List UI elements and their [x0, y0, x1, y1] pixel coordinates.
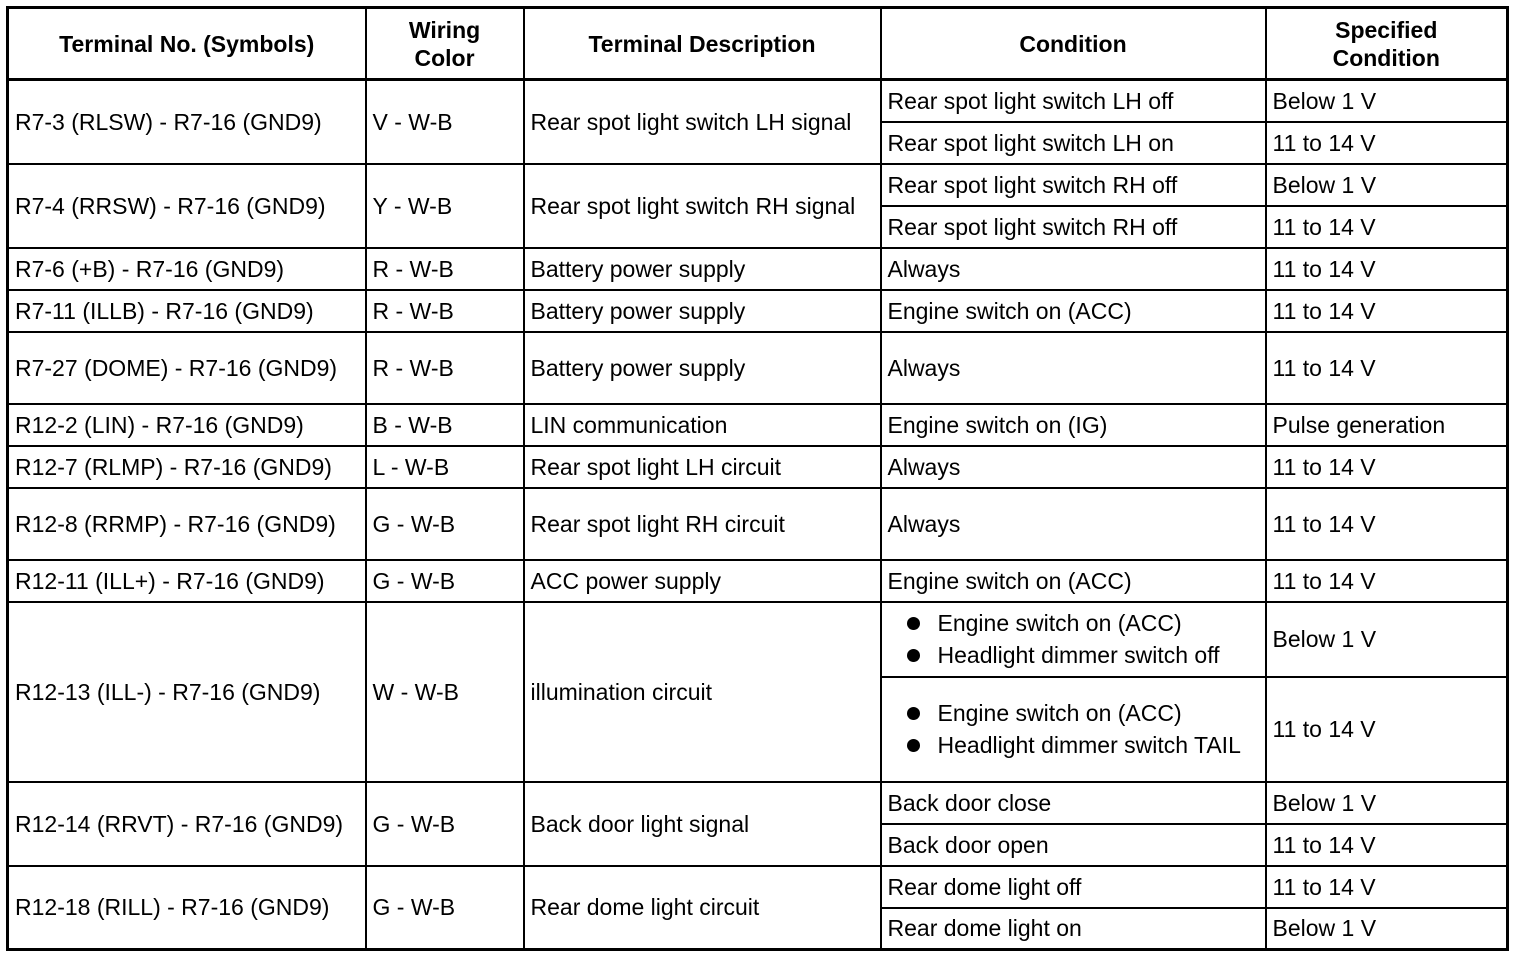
condition-cell — [881, 602, 1266, 677]
table-row — [8, 80, 1508, 122]
specified-condition-cell: 11 to 14 V — [1266, 560, 1508, 602]
description-cell: Rear dome light circuit — [524, 866, 881, 950]
header-wiring-line1: Wiring — [408, 16, 481, 43]
description-cell: Back door light signal — [524, 782, 881, 866]
table-row — [8, 560, 1508, 602]
terminal-cell: R7-3 (RLSW) - R7-16 (GND9) — [8, 80, 366, 164]
condition-bullet-item: Engine switch on (ACC) — [888, 607, 1259, 639]
condition-bullet-item: Engine switch on (ACC) — [888, 697, 1259, 729]
specified-condition-cell: Below 1 V — [1266, 80, 1508, 122]
condition-cell: Always — [881, 446, 1266, 488]
terminal-cell: R7-6 (+B) - R7-16 (GND9) — [8, 248, 366, 290]
table-row — [8, 602, 1508, 677]
table-row — [8, 866, 1508, 908]
wiring-color-cell: L - W-B — [366, 446, 524, 488]
terminal-spec-table — [6, 6, 1509, 951]
specified-condition-cell: 11 to 14 V — [1266, 122, 1508, 164]
condition-cell: Engine switch on (ACC) — [881, 290, 1266, 332]
description-cell: ACC power supply — [524, 560, 881, 602]
condition-cell: Rear spot light switch LH off — [881, 80, 1266, 122]
terminal-cell: R12-2 (LIN) - R7-16 (GND9) — [8, 404, 366, 446]
terminal-cell: R7-4 (RRSW) - R7-16 (GND9) — [8, 164, 366, 248]
condition-cell: Always — [881, 488, 1266, 560]
condition-cell: Back door open — [881, 824, 1266, 866]
condition-cell: Engine switch on (IG) — [881, 404, 1266, 446]
header-specified-line1: Specified — [1335, 16, 1438, 43]
description-cell: Battery power supply — [524, 332, 881, 404]
terminal-cell: R12-7 (RLMP) - R7-16 (GND9) — [8, 446, 366, 488]
header-wiring-color — [366, 8, 524, 80]
wiring-color-cell: V - W-B — [366, 80, 524, 164]
specified-condition-cell: 11 to 14 V — [1266, 446, 1508, 488]
table-row — [8, 404, 1508, 446]
specified-condition-cell: 11 to 14 V — [1266, 488, 1508, 560]
table-row — [8, 290, 1508, 332]
header-specified-condition — [1266, 8, 1508, 80]
condition-cell: Rear spot light switch LH on — [881, 122, 1266, 164]
description-cell: Battery power supply — [524, 290, 881, 332]
condition-bullet-item: Headlight dimmer switch off — [888, 639, 1259, 671]
specified-condition-cell: 11 to 14 V — [1266, 332, 1508, 404]
terminal-cell: R12-18 (RILL) - R7-16 (GND9) — [8, 866, 366, 950]
condition-cell: Rear dome light off — [881, 866, 1266, 908]
condition-cell: Rear dome light on — [881, 908, 1266, 950]
condition-cell: Always — [881, 248, 1266, 290]
header-description: Terminal Description — [524, 8, 881, 80]
wiring-color-cell: B - W-B — [366, 404, 524, 446]
terminal-cell: R12-13 (ILL-) - R7-16 (GND9) — [8, 602, 366, 782]
header-row — [8, 8, 1508, 80]
terminal-cell: R7-27 (DOME) - R7-16 (GND9) — [8, 332, 366, 404]
specified-condition-cell: 11 to 14 V — [1266, 290, 1508, 332]
specified-condition-cell: 11 to 14 V — [1266, 248, 1508, 290]
header-specified-line2: Condition — [1332, 44, 1440, 71]
table-row — [8, 164, 1508, 206]
condition-bullet-list — [888, 607, 1259, 671]
specified-condition-cell: 11 to 14 V — [1266, 206, 1508, 248]
specified-condition-cell: Below 1 V — [1266, 782, 1508, 824]
wiring-color-cell: G - W-B — [366, 782, 524, 866]
wiring-color-cell: G - W-B — [366, 866, 524, 950]
table-row — [8, 248, 1508, 290]
table-row — [8, 446, 1508, 488]
condition-bullet-list — [888, 697, 1259, 761]
table-row — [8, 488, 1508, 560]
specified-condition-cell: 11 to 14 V — [1266, 866, 1508, 908]
wiring-color-cell: G - W-B — [366, 560, 524, 602]
description-cell: Rear spot light RH circuit — [524, 488, 881, 560]
wiring-color-cell: Y - W-B — [366, 164, 524, 248]
table-row — [8, 782, 1508, 824]
terminal-cell: R7-11 (ILLB) - R7-16 (GND9) — [8, 290, 366, 332]
condition-cell: Rear spot light switch RH off — [881, 164, 1266, 206]
description-cell: Rear spot light switch LH signal — [524, 80, 881, 164]
condition-cell: Engine switch on (ACC) — [881, 560, 1266, 602]
wiring-color-cell: G - W-B — [366, 488, 524, 560]
wiring-color-cell: W - W-B — [366, 602, 524, 782]
description-cell: LIN communication — [524, 404, 881, 446]
specified-condition-cell: Below 1 V — [1266, 908, 1508, 950]
condition-cell: Always — [881, 332, 1266, 404]
condition-cell: Back door close — [881, 782, 1266, 824]
table-body — [8, 80, 1508, 950]
condition-cell: Rear spot light switch RH off — [881, 206, 1266, 248]
condition-bullet-item: Headlight dimmer switch TAIL — [888, 729, 1259, 761]
terminal-cell: R12-8 (RRMP) - R7-16 (GND9) — [8, 488, 366, 560]
wiring-color-cell: R - W-B — [366, 332, 524, 404]
header-condition: Condition — [881, 8, 1266, 80]
specified-condition-cell: Pulse generation — [1266, 404, 1508, 446]
description-cell: Rear spot light switch RH signal — [524, 164, 881, 248]
specified-condition-cell: 11 to 14 V — [1266, 677, 1508, 782]
description-cell: Rear spot light LH circuit — [524, 446, 881, 488]
specified-condition-cell: Below 1 V — [1266, 602, 1508, 677]
description-cell: Battery power supply — [524, 248, 881, 290]
header-wiring-line2: Color — [414, 44, 475, 71]
specified-condition-cell: Below 1 V — [1266, 164, 1508, 206]
wiring-color-cell: R - W-B — [366, 290, 524, 332]
wiring-color-cell: R - W-B — [366, 248, 524, 290]
terminal-cell: R12-11 (ILL+) - R7-16 (GND9) — [8, 560, 366, 602]
terminal-cell: R12-14 (RRVT) - R7-16 (GND9) — [8, 782, 366, 866]
header-terminal: Terminal No. (Symbols) — [8, 8, 366, 80]
description-cell: illumination circuit — [524, 602, 881, 782]
specified-condition-cell: 11 to 14 V — [1266, 824, 1508, 866]
table-row — [8, 332, 1508, 404]
condition-cell — [881, 677, 1266, 782]
